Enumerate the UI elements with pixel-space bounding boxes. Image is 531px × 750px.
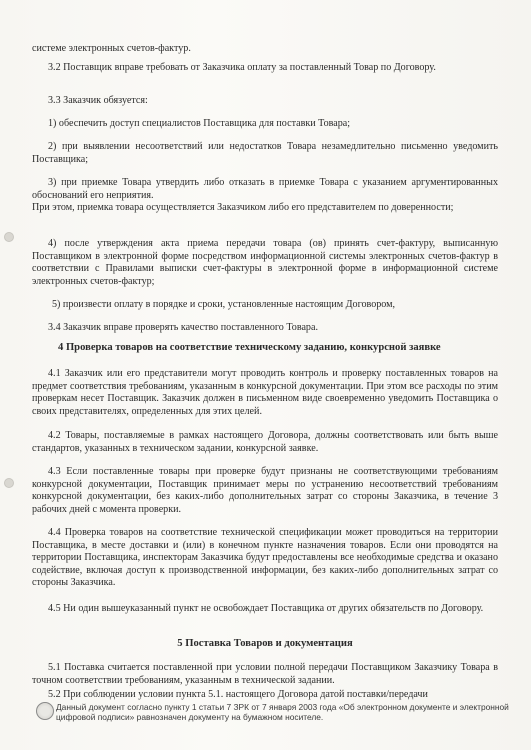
section-heading: 4 Проверка товаров на соответствие техническому заданию, конкурсной заявке <box>58 342 441 353</box>
paragraph: 1) обеспечить доступ специалистов Поставщика для поставки Товара; <box>48 118 351 129</box>
paragraph: 5) произвести оплату в порядке и сроки, установленные настоящим Договором, <box>52 299 396 310</box>
signature-seal-icon <box>36 702 54 720</box>
paragraph: 3) при приемке Товара утвердить либо отказать в приемке Товара с указанием аргументированных обоснований его неприятия. <box>32 177 498 201</box>
paragraph: 3.2 Поставщик вправе требовать от Заказчика оплату за поставленный Товар по Договору. <box>48 62 436 73</box>
paragraph: 4.3 Если поставленные товары при проверке будут признаны не соответствующими требованиям конкурсной документации, Поставщик принимает меры по устранению несоответствий требованиям конкурсной документации, без каких-либо дополнительных затрат со стороны Заказчика, в течение 3 рабочих дней с момента проверки. <box>32 466 498 515</box>
paragraph: 4.2 Товары, поставляемые в рамках настоящего Договора, должны соответствовать или быть выше стандартов, указанных в техническом задании, конкурсной заявке. <box>32 430 498 454</box>
paragraph: 4.5 Ни один вышеуказанный пункт не освобождает Поставщика от других обязательств по Договору. <box>48 603 484 614</box>
section-heading: 5 Поставка Товаров и документация <box>177 638 353 649</box>
paragraph: 3.4 Заказчик вправе проверять качество поставленного Товара. <box>48 322 318 333</box>
paragraph: системе электронных счетов-фактур. <box>32 43 191 54</box>
paragraph: При этом, приемка товара осуществляется Заказчиком либо его представителем по доверенности; <box>32 202 454 213</box>
paragraph: 4.4 Проверка товаров на соответствие технической спецификации может проводиться на территории Поставщика, в месте доставки и (или) в конечном пункте назначения товаров. Если они проводятся на территории Поставщика, инспекторам Заказчика будут предоставлены все необходимые средства и оказано содействие, включая доступ к производственной информации, без каких-либо дополнительных затрат со стороны Заказчика. <box>32 527 498 589</box>
punch-hole <box>4 232 14 242</box>
paragraph: 5.1 Поставка считается поставленной при условии полной передачи Поставщиком Заказчику Товара в точном соответствии требованиям, указанным в технической задании. <box>32 662 498 686</box>
paragraph: 5.2 При соблюдении условии пункта 5.1. настоящего Договора датой поставки/передачи <box>48 689 428 700</box>
paragraph: 2) при выявлении несоответствий или недостатков Товара незамедлительно письменно уведомить Поставщика; <box>32 141 498 165</box>
paragraph: 3.3 Заказчик обязуется: <box>48 95 148 106</box>
paragraph: 4) после утверждения акта приема передачи товара (ов) принять счет-фактуру, выписанную Поставщиком в электронной форме посредством информационной системы электронных счетов-фактур в соответствии с Правилами выписки счет-фактуры в электронной форме в информационной системе электронных счетов-фактур; <box>32 238 498 287</box>
punch-hole <box>4 478 14 488</box>
footer-note: Данный документ согласно пункту 1 статьи 7 ЗРК от 7 января 2003 года «Об электронном документе и электронной цифровой подписи» равнозначен документу на бумажном носителе. <box>56 702 509 722</box>
paragraph: 4.1 Заказчик или его представители могут проводить контроль и проверку поставленных товаров на предмет соответствия требованиям, указанным в конкурсной документации. При этом все расходы по этим проверкам несет Поставщик. Заказчик должен в письменном виде своевременно уведомить Поставщика о своих представителях, определенных для этих целей. <box>32 368 498 417</box>
